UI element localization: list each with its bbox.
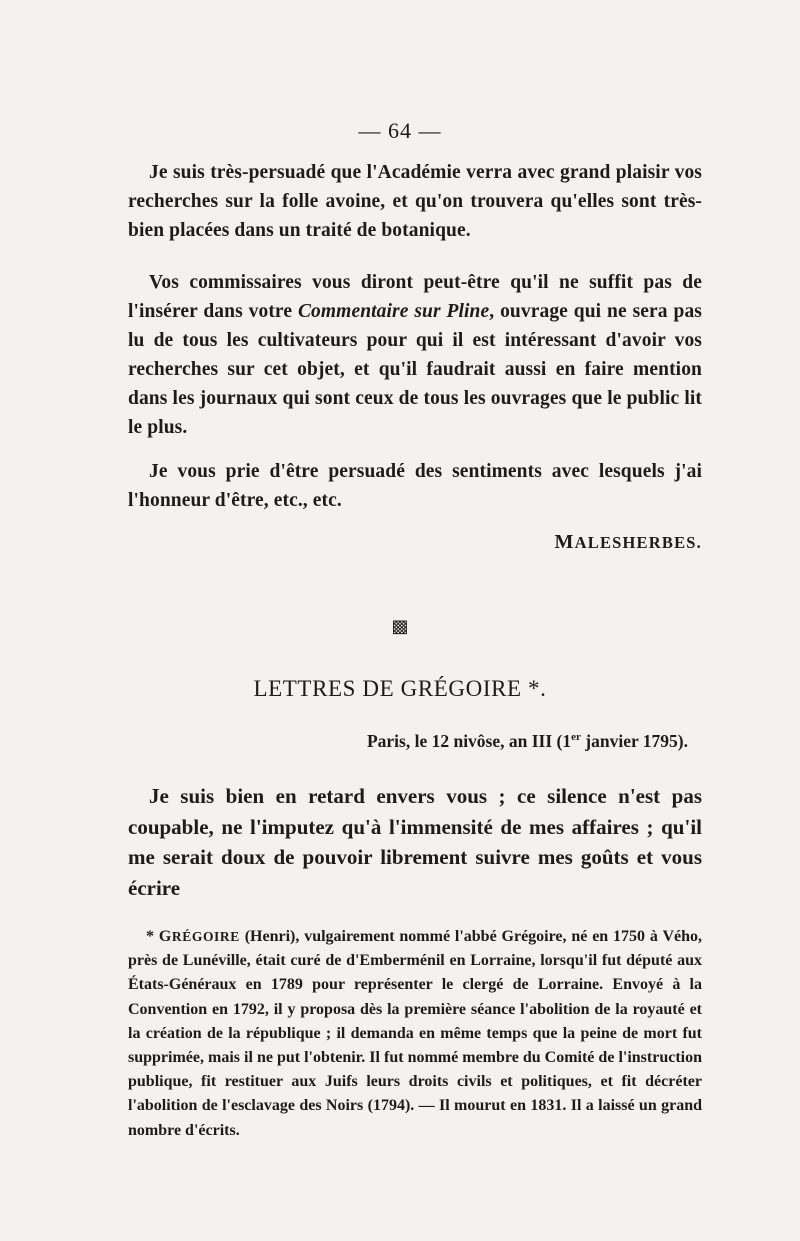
commentaire-title: Commentaire sur Pline — [297, 301, 490, 322]
signature-cap: M — [554, 531, 575, 553]
paragraph-2 — [128, 268, 702, 442]
page-number: — 64 — — [358, 118, 442, 143]
paragraph-2-text — [128, 268, 702, 442]
signature-rest: ALESHERBES. — [574, 533, 702, 552]
ornament-icon: ▩ — [391, 616, 409, 636]
paragraph-2-after: , ouvrage qui ne sera pas lu de tous les cultivateurs pour qui il est intéressant d'avoir vos recherches sur cet objet, et qu'il faudrait aussi en faire mention dans les journaux qui sont ceux de tous les ouvrages que le public lit le plus. — [128, 301, 702, 438]
dateline-after: janvier 1795). — [580, 731, 688, 751]
signature — [555, 531, 702, 554]
footnote-marker: * — [146, 928, 159, 945]
letter-text: Je suis bien en retard envers vous ; ce silence n'est pas coupable, ne l'imputez qu'à l'immensité de mes affaires ; qu'il me serait doux de pouvoir librement suivre mes goûts et vous écrire — [128, 784, 702, 900]
footnote-text: (Henri), vulgairement nommé l'abbé Grégoire, né en 1750 à Vého, près de Lunéville, était curé de d'Emberménil en Lorraine, lorsqu'il fut député aux États-Généraux en 1789 pour représenter le clergé de Lorraine. Envoyé à la Convention en 1792, il y proposa dès la première séance l'abolition de la royauté et la création de la république ; il demanda en même temps que la peine de mort fut supprimée, mais il ne put l'obtenir. Il fut nommé membre du Comité de l'instruction publique, fit restituer aux Juifs leurs droits civils et politiques, et fit décréter l'abolition de l'esclavage des Noirs (1794). — Il mourut en 1831. Il a laissé un grand nombre d'écrits. — [128, 928, 702, 1139]
paragraph-3 — [128, 457, 702, 515]
dateline-before: Paris, le 12 nivôse, an III (1 — [366, 731, 572, 751]
paragraph-1 — [128, 158, 702, 245]
footnote-name-cap: G — [158, 928, 172, 945]
paragraph-2-before: Vos commissaires vous diront peut-être qu'il ne suffit pas de l'insérer dans votre — [128, 272, 702, 322]
footnote-name — [159, 929, 240, 944]
footnote — [128, 925, 702, 1143]
paragraph-3-text: Je vous prie d'être persuadé des sentiments avec lesquels j'ai l'honneur d'être, etc., etc. — [128, 461, 702, 511]
dateline — [367, 731, 688, 752]
section-heading: LETTRES DE GRÉGOIRE *. — [253, 676, 547, 701]
dateline-sup: er — [571, 731, 581, 744]
letter-body — [128, 781, 702, 903]
footnote-name-rest: RÉGOIRE — [171, 929, 240, 944]
paragraph-1-text: Je suis très-persuadé que l'Académie verra avec grand plaisir vos recherches sur la folle avoine, et qu'on trouvera qu'elles sont très-bien placées dans un traité de botanique. — [128, 162, 702, 241]
